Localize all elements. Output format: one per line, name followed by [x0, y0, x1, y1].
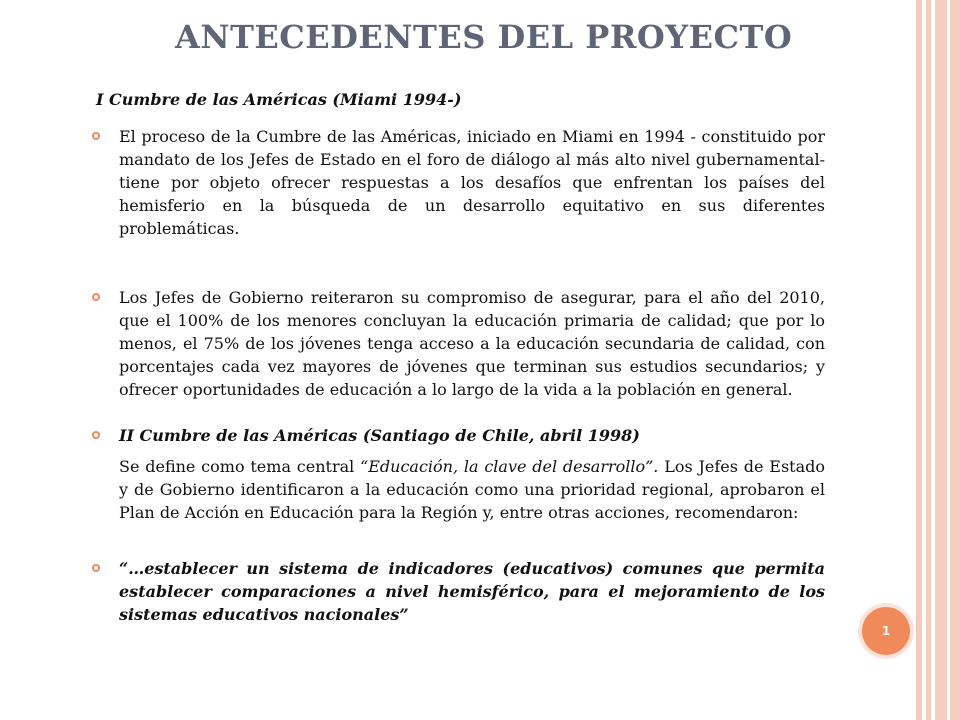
slide-title: ANTECEDENTES DEL PROYECTO [175, 18, 793, 56]
stripe [950, 0, 960, 720]
bullet-text: Los Jefes de Gobierno reiteraron su compromiso de asegurar, para el año del 2010, que el 100% de los menores concluyan la educación primaria de calidad; que por lo menos, el 75% de los jóvenes tenga acceso a la educación secundaria de calidad, con porcentajes cada vez mayores de jóvenes que terminan sus estudios secundarios; y ofrecer oportunidades de educación a lo largo de la vida a la población en general. [119, 288, 825, 399]
slide-body [92, 125, 825, 626]
bullet-text: El proceso de la Cumbre de las Américas, iniciado en Miami en 1994 - constituido por mandato de los Jefes de Estado en el foro de diálogo al más alto nivel gubernamental- tiene por objeto ofrecer respuestas a los desafíos que enfrentan los países del hemisferio en la búsqueda de un desarrollo equitativo en sus diferentes problemáticas. [119, 127, 825, 238]
bullet-item [92, 424, 825, 447]
stripe [935, 0, 947, 720]
bullet-item [92, 286, 825, 401]
section-heading: II Cumbre de las Américas (Santiago de Chile, abril 1998) [119, 426, 640, 445]
bullet-item [92, 557, 825, 626]
bullet-dot-icon [92, 431, 100, 439]
paragraph [92, 455, 825, 524]
paragraph-rest: Los Jefes de Estado y de Gobierno identificaron a la educación como una prioridad regional, aprobaron el Plan de Acción en Educación para la Región y, entre otras acciones, recomendaron: [119, 457, 825, 522]
bullet-item [92, 125, 825, 240]
quote-text: “…establecer un sistema de indicadores (educativos) comunes que permita establecer comparaciones a nivel hemisférico, para el mejoramiento de los sistemas educativos nacionales” [119, 559, 825, 624]
paragraph-theme: “Educación, la clave del desarrollo”. [360, 457, 659, 476]
bullet-dot-icon [92, 132, 100, 140]
bullet-dot-icon [92, 564, 100, 572]
slide-subtitle: I Cumbre de las Américas (Miami 1994-) [96, 90, 462, 109]
divider-line [916, 0, 917, 720]
stripe [926, 0, 931, 720]
bullet-dot-icon [92, 293, 100, 301]
decorative-stripes [916, 0, 960, 720]
paragraph-intro: Se define como tema central [119, 457, 361, 476]
slide-number-badge: 1 [862, 607, 910, 655]
